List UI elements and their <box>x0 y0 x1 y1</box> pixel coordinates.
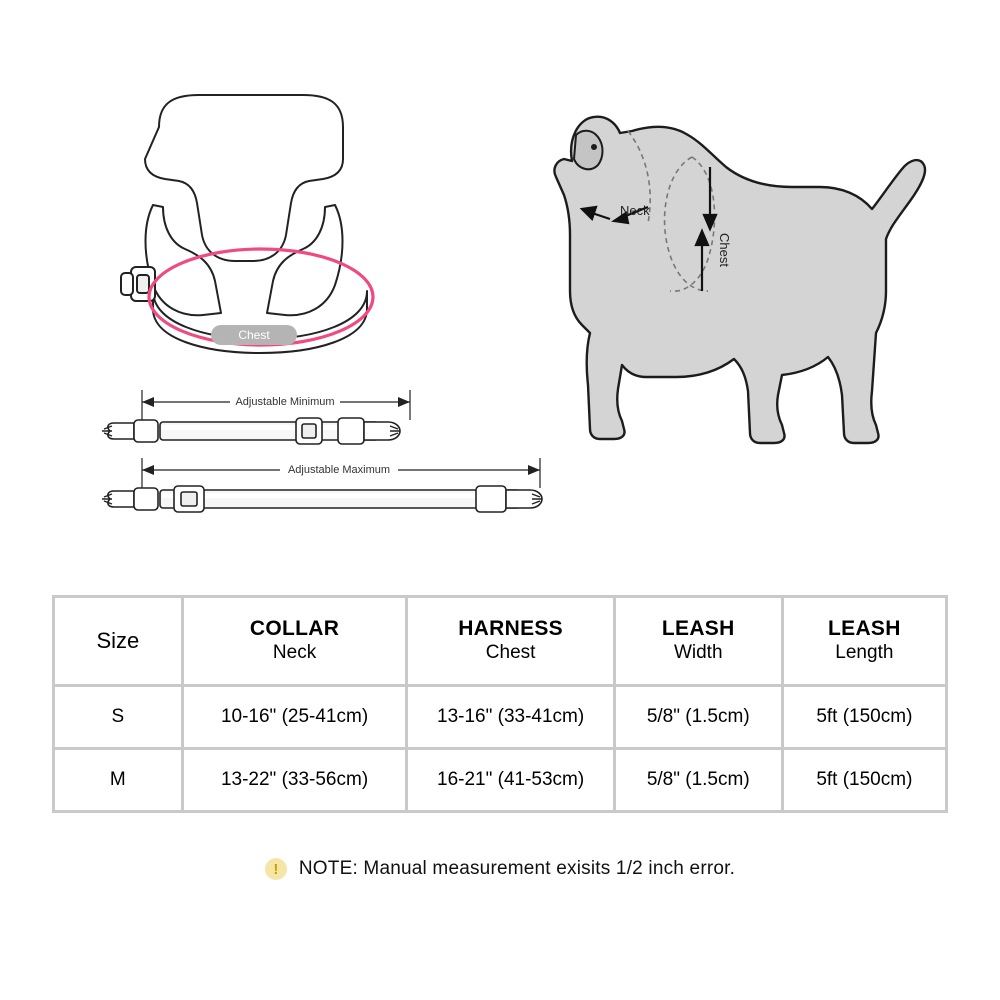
header-leash-length-main: LEASH <box>828 617 901 641</box>
row-s-leash-width: 5/8" (1.5cm) <box>614 686 782 749</box>
dog-ear <box>574 131 603 170</box>
row-s-leash-length: 5ft (150cm) <box>782 686 946 749</box>
row-s-size: S <box>54 686 183 749</box>
row-m-leash-width: 5/8" (1.5cm) <box>614 749 782 812</box>
table-row <box>54 749 947 812</box>
dog-silhouette <box>554 117 925 443</box>
size-table <box>52 595 948 813</box>
row-m-collar-neck: 13-22" (33-56cm) <box>182 749 407 812</box>
note-text: NOTE: Manual measurement exisits 1/2 inch error. <box>298 858 736 879</box>
header-leash-width-sub: Width <box>673 642 723 664</box>
collar-strap-min <box>102 418 400 444</box>
header-collar-main: COLLAR <box>249 617 340 641</box>
header-collar-sub: Neck <box>272 642 317 664</box>
row-m-harness-chest: 16-21" (41-53cm) <box>407 749 614 812</box>
size-table-head <box>54 597 947 686</box>
size-table-body <box>54 686 947 812</box>
exclamation-icon: ! <box>265 858 287 880</box>
dog-illustration <box>520 95 940 455</box>
header-size-label: Size <box>96 628 140 653</box>
row-m-size: M <box>54 749 183 812</box>
harness-illustration <box>95 85 425 365</box>
header-collar <box>182 597 407 686</box>
header-leash-width-main: LEASH <box>661 617 735 641</box>
header-leash-length-sub: Length <box>835 642 894 664</box>
row-s-collar-neck: 10-16" (25-41cm) <box>182 686 407 749</box>
dog-eye <box>591 144 597 150</box>
row-m-leash-length: 5ft (150cm) <box>782 749 946 812</box>
table-header-row <box>54 597 947 686</box>
row-s-harness-chest: 13-16" (33-41cm) <box>407 686 614 749</box>
chest-label: Chest <box>717 233 732 267</box>
chest-pill-label <box>211 325 297 345</box>
header-leash-length <box>782 597 946 686</box>
header-harness-sub: Chest <box>485 642 536 664</box>
chest-pill-text: Chest <box>238 328 270 342</box>
neck-label: Neck <box>620 203 650 218</box>
header-size <box>54 597 183 686</box>
note-row <box>0 858 1000 880</box>
adjustable-minimum-label: Adjustable Minimum <box>235 396 335 408</box>
header-harness <box>407 597 614 686</box>
header-harness-main: HARNESS <box>458 617 563 641</box>
table-row <box>54 686 947 749</box>
size-table-wrapper <box>52 595 948 813</box>
header-leash-width <box>614 597 782 686</box>
collar-strap-max <box>102 486 542 512</box>
adjustable-maximum-label: Adjustable Maximum <box>287 464 391 476</box>
collar-strap-diagrams <box>100 380 570 540</box>
